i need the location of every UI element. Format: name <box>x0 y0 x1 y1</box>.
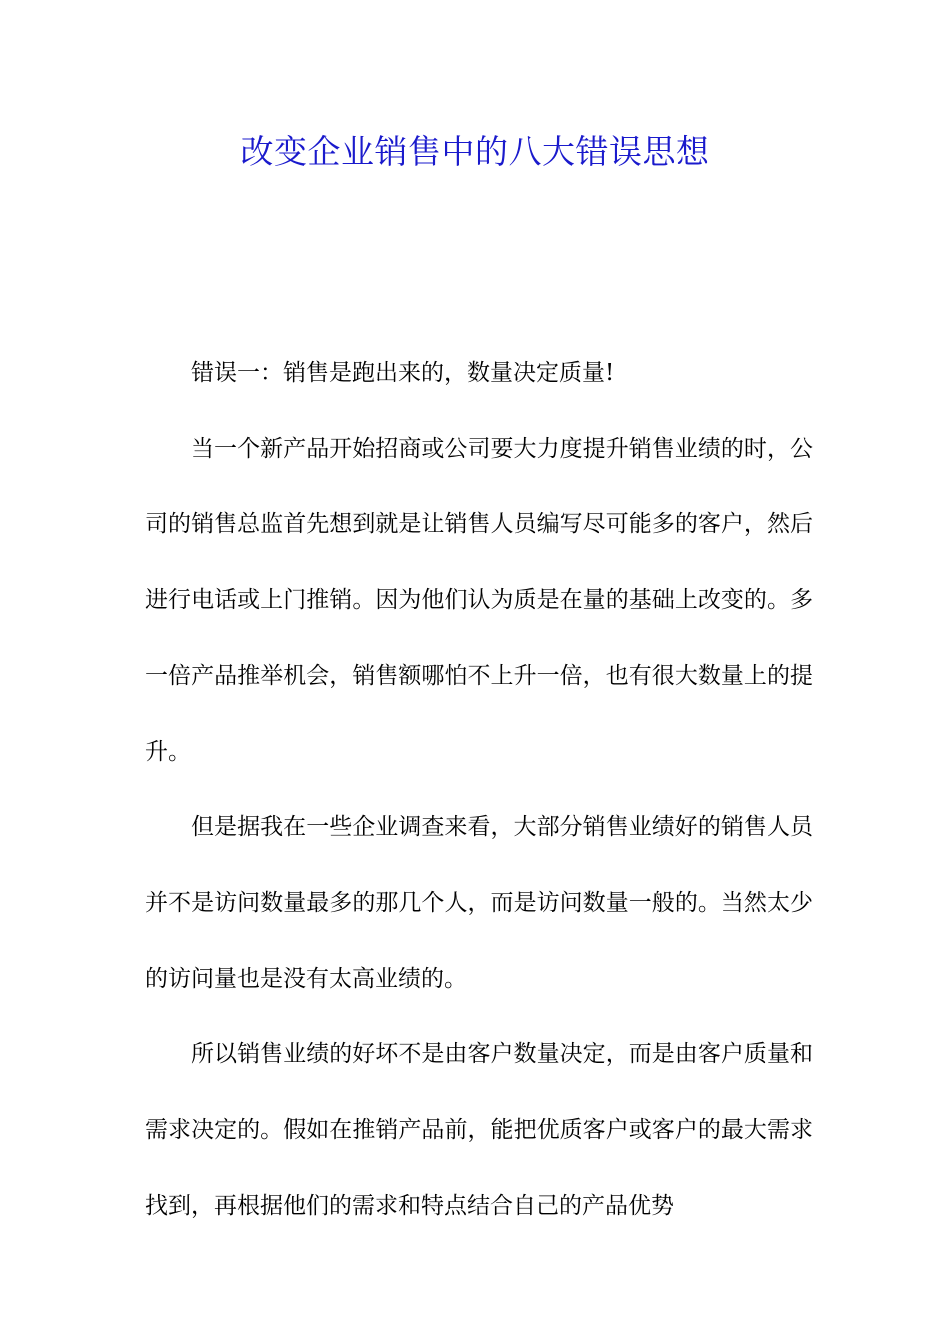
paragraph: 当一个新产品开始招商或公司要大力度提升销售业绩的时，公司的销售总监首先想到就是让销售人员编写尽可能多的客户，然后进行电话或上门推销。因为他们认为质是在量的基础上改变的。多一倍产品推举机会，销售额哪怕不上升一倍，也有很大数量上的提升。 <box>145 435 813 765</box>
paragraph: 但是据我在一些企业调查来看，大部分销售业绩好的销售人员并不是访问数量最多的那几个人，而是访问数量一般的。当然太少的访问量也是没有太高业绩的。 <box>145 814 813 992</box>
paragraph: 错误一：销售是跑出来的，数量决定质量! <box>191 360 615 386</box>
document-body <box>145 336 813 1244</box>
document-title: 改变企业销售中的八大错误思想 <box>240 132 710 171</box>
paragraph: 所以销售业绩的好坏不是由客户数量决定，而是由客户质量和需求决定的。假如在推销产品前，能把优质客户或客户的最大需求找到，再根据他们的需求和特点结合自己的产品优势 <box>145 1041 813 1219</box>
